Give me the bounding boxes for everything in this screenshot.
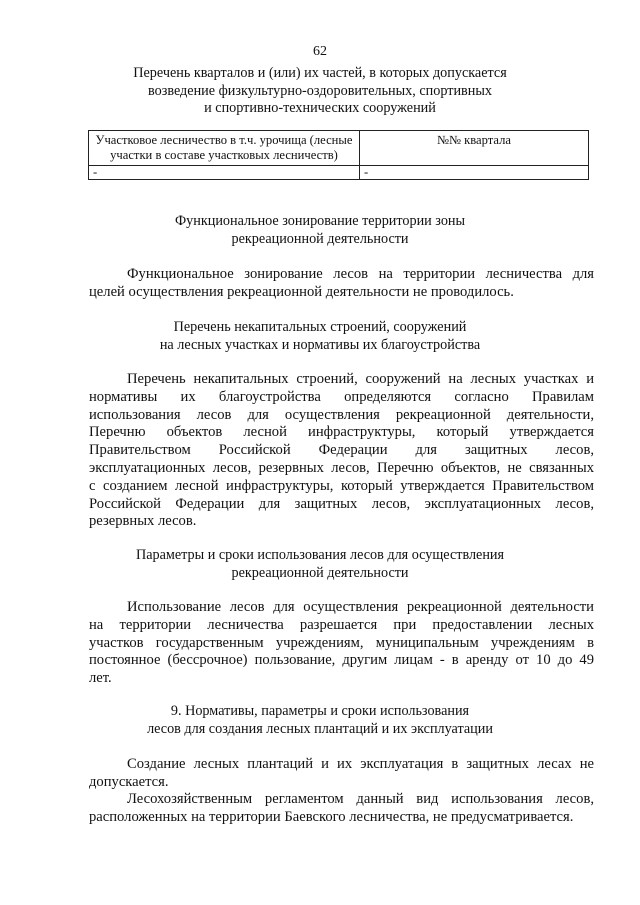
text-line: участков государственным учреждениям, муниципальным учреждениям в (89, 634, 594, 651)
title-line: рекреационной деятельности (231, 564, 409, 581)
text-line: на территории лесничества разрешается при предоставлении лесных (89, 616, 594, 633)
text-line: лет. (89, 670, 112, 687)
text-line: Лесохозяйственным регламентом данный вид использования лесов, (127, 791, 594, 807)
text-line: Перечень некапитальных строений, сооружений на лесных участках и (127, 371, 594, 387)
text-line: использования лесов для осуществления рекреационной деятельности, (89, 406, 594, 423)
text-line: Российской Федерации для защитных лесов, эксплуатационных лесов, (89, 495, 594, 512)
text-line: целей осуществления рекреационной деятельности не проводилось. (89, 283, 514, 300)
title-line: и спортивно-технических сооружений (204, 100, 436, 116)
paragraph-recreation-parameters (89, 599, 594, 688)
text-line: Функциональное зонирование лесов на территории лесничества для (127, 266, 594, 282)
title-line: возведение физкультурно-оздоровительных, спортивных (148, 82, 492, 99)
section-title-functional-zoning (60, 213, 580, 248)
text-line: Создание лесных плантаций и их эксплуатация в защитных лесах не (127, 756, 594, 772)
section-title-sports-facilities (60, 65, 580, 118)
paragraph-plantations-not-provided (89, 791, 594, 827)
text-line: допускается. (89, 773, 169, 790)
paragraph-plantations-protective (89, 756, 594, 792)
text-line: нормативы их благоустройства определяются согласно Правилам (89, 388, 594, 405)
text-line: Перечню объектов лесной инфраструктуры, который утверждается (89, 424, 594, 441)
table-cell: - (360, 166, 589, 180)
paragraph-functional-zoning (89, 266, 594, 302)
title-line: Перечень кварталов и (или) их частей, в которых допускается (133, 65, 507, 81)
column-header-forestry: Участковое лесничество в т.ч. урочища (лесные участки в составе участковых лесничеств) (89, 131, 360, 166)
title-line: Функциональное зонирование территории зоны (174, 213, 466, 229)
title-line: Перечень некапитальных строений, сооружений (173, 319, 467, 335)
title-line: рекреационной деятельности (231, 230, 409, 247)
title-line: 9. Нормативы, параметры и сроки использования (170, 703, 470, 719)
quarters-table (88, 130, 589, 180)
title-line: Параметры и сроки использования лесов для осуществления (135, 547, 505, 563)
section-title-non-capital-buildings (60, 319, 580, 354)
text-line: Использование лесов для осуществления рекреационной деятельности (127, 599, 594, 615)
text-line: Правительством Российской Федерации для защитных лесов, (89, 442, 594, 459)
text-line: с созданием лесной инфраструктуры, который утверждается Правительством (89, 477, 594, 494)
text-line: расположенных на территории Баевского лесничества, не предусматривается. (89, 808, 574, 825)
title-line: на лесных участках и нормативы их благоустройства (159, 336, 481, 353)
section-title-recreation-parameters (60, 547, 580, 582)
table-cell: - (89, 166, 360, 180)
text-line: эксплуатационных лесов, резервных лесов, Перечню объектов, не связанных (89, 459, 594, 476)
table-header-row (89, 131, 589, 166)
column-header-quarter: №№ квартала (360, 131, 589, 166)
paragraph-non-capital-buildings (89, 371, 594, 531)
text-line: постоянное (бессрочное) пользование, другим лицам - в аренду от 10 до 49 (89, 652, 594, 669)
text-line: резервных лесов. (89, 513, 197, 530)
page-number: 62 (313, 44, 327, 59)
section-title-forest-plantations (60, 703, 580, 738)
title-line: лесов для создания лесных плантаций и их эксплуатации (147, 720, 493, 737)
table-row (89, 166, 589, 180)
